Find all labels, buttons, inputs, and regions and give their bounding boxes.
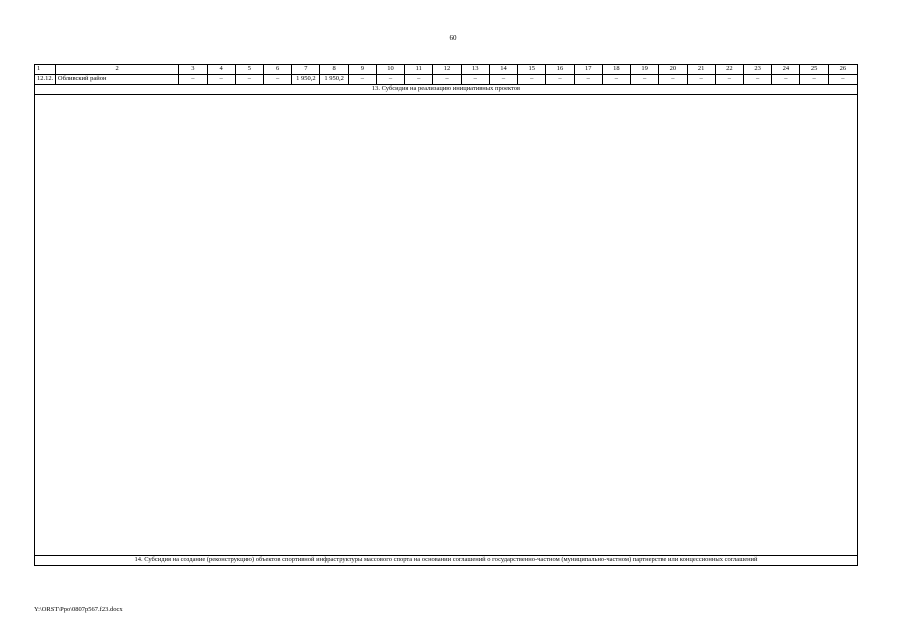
value-cell: – xyxy=(489,75,517,85)
table-row xyxy=(35,75,858,85)
header-cell: 17 xyxy=(574,65,602,75)
value-cell: – xyxy=(743,75,771,85)
table-region xyxy=(34,64,858,566)
value-cell: – xyxy=(574,75,602,85)
header-cell: 6 xyxy=(264,65,292,75)
header-cell: 13 xyxy=(461,65,489,75)
row-name: Обливский район xyxy=(55,75,178,85)
header-cell: 12 xyxy=(433,65,461,75)
value-cell: – xyxy=(715,75,743,85)
value-cell: – xyxy=(348,75,376,85)
section-13-title: 13. Субсидия на реализацию инициативных проектов xyxy=(35,85,858,95)
value-cell: 1 950,2 xyxy=(292,75,320,85)
header-cell: 11 xyxy=(405,65,433,75)
value-cell: – xyxy=(433,75,461,85)
value-cell: – xyxy=(602,75,630,85)
header-cell: 10 xyxy=(376,65,404,75)
value-cell: – xyxy=(828,75,857,85)
header-cell: 14 xyxy=(489,65,517,75)
row-code: 12.12. xyxy=(35,75,56,85)
value-cell: – xyxy=(235,75,263,85)
value-cell: – xyxy=(264,75,292,85)
header-cell: 18 xyxy=(602,65,630,75)
header-cell: 21 xyxy=(687,65,715,75)
value-cell: – xyxy=(518,75,546,85)
header-cell: 8 xyxy=(320,65,348,75)
omitted-rows xyxy=(35,95,858,556)
section-14-title: 14. Субсидия на создание (реконструкцию) объектов спортивной инфраструктуры массового спорта на основании соглашений о государственно-частном (муниципально-частном) партнерстве или концессионных соглашений xyxy=(35,556,858,566)
header-cell: 24 xyxy=(772,65,800,75)
header-cell: 1 xyxy=(35,65,56,75)
header-cell: 5 xyxy=(235,65,263,75)
value-cell: – xyxy=(687,75,715,85)
value-cell: – xyxy=(772,75,800,85)
header-cell: 9 xyxy=(348,65,376,75)
value-cell: – xyxy=(800,75,828,85)
header-cell: 19 xyxy=(631,65,659,75)
value-cell: – xyxy=(405,75,433,85)
header-cell: 25 xyxy=(800,65,828,75)
header-cell: 20 xyxy=(659,65,687,75)
header-cell: 16 xyxy=(546,65,574,75)
value-cell: – xyxy=(207,75,235,85)
header-row xyxy=(35,65,858,75)
section-13-row xyxy=(35,85,858,95)
value-cell: – xyxy=(631,75,659,85)
section-14-row xyxy=(35,556,858,566)
value-cell: – xyxy=(461,75,489,85)
value-cell: – xyxy=(659,75,687,85)
header-cell: 23 xyxy=(743,65,771,75)
value-cell: – xyxy=(546,75,574,85)
header-cell: 22 xyxy=(715,65,743,75)
value-cell: 1 950,2 xyxy=(320,75,348,85)
value-cell: – xyxy=(179,75,207,85)
data-table xyxy=(34,64,858,566)
header-cell: 4 xyxy=(207,65,235,75)
omitted-rows-area xyxy=(35,95,858,556)
header-cell: 7 xyxy=(292,65,320,75)
header-cell: 3 xyxy=(179,65,207,75)
value-cell: – xyxy=(376,75,404,85)
header-cell: 15 xyxy=(518,65,546,75)
page-number: 60 xyxy=(449,34,457,42)
header-cell: 2 xyxy=(55,65,178,75)
header-cell: 26 xyxy=(828,65,857,75)
file-path-footer: Y:\ORST\Ppo\0807p567.f23.docx xyxy=(34,606,123,613)
